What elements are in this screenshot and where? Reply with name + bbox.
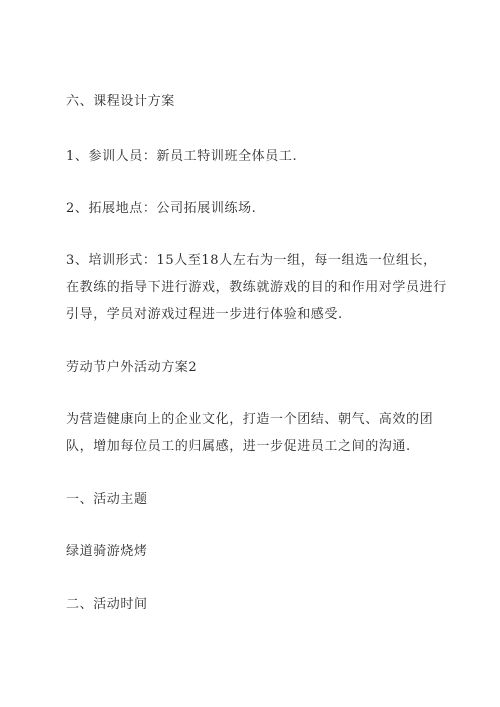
theme-text: 绿道骑游烧烤 xyxy=(66,544,148,559)
intro-paragraph-line-2: 队，增加每位员工的归属感，进一步促进员工之间的沟通. xyxy=(66,439,411,454)
plan-title: 劳动节户外活动方案2 xyxy=(66,360,198,375)
item-training-form-line-2: 在教练的指导下进行游戏，教练就游戏的目的和作用对学员进行 xyxy=(66,280,447,295)
item-participants: 1、参训人员：新员工特训班全体员工. xyxy=(66,149,298,164)
section-heading-time: 二、活动时间 xyxy=(66,597,148,612)
item-location: 2、拓展地点：公司拓展训练场. xyxy=(66,201,257,216)
intro-paragraph-line-1: 为营造健康向上的企业文化，打造一个团结、朝气、高效的团 xyxy=(66,412,434,427)
item-training-form-line-3: 引导，学员对游戏过程进一步进行体验和感受. xyxy=(66,307,343,322)
item-training-form-line-1: 3、培训形式：15人至18人左右为一组，每一组选一位组长， xyxy=(66,253,437,268)
section-heading-theme: 一、活动主题 xyxy=(66,492,148,507)
section-heading-course-design: 六、课程设计方案 xyxy=(66,94,175,109)
